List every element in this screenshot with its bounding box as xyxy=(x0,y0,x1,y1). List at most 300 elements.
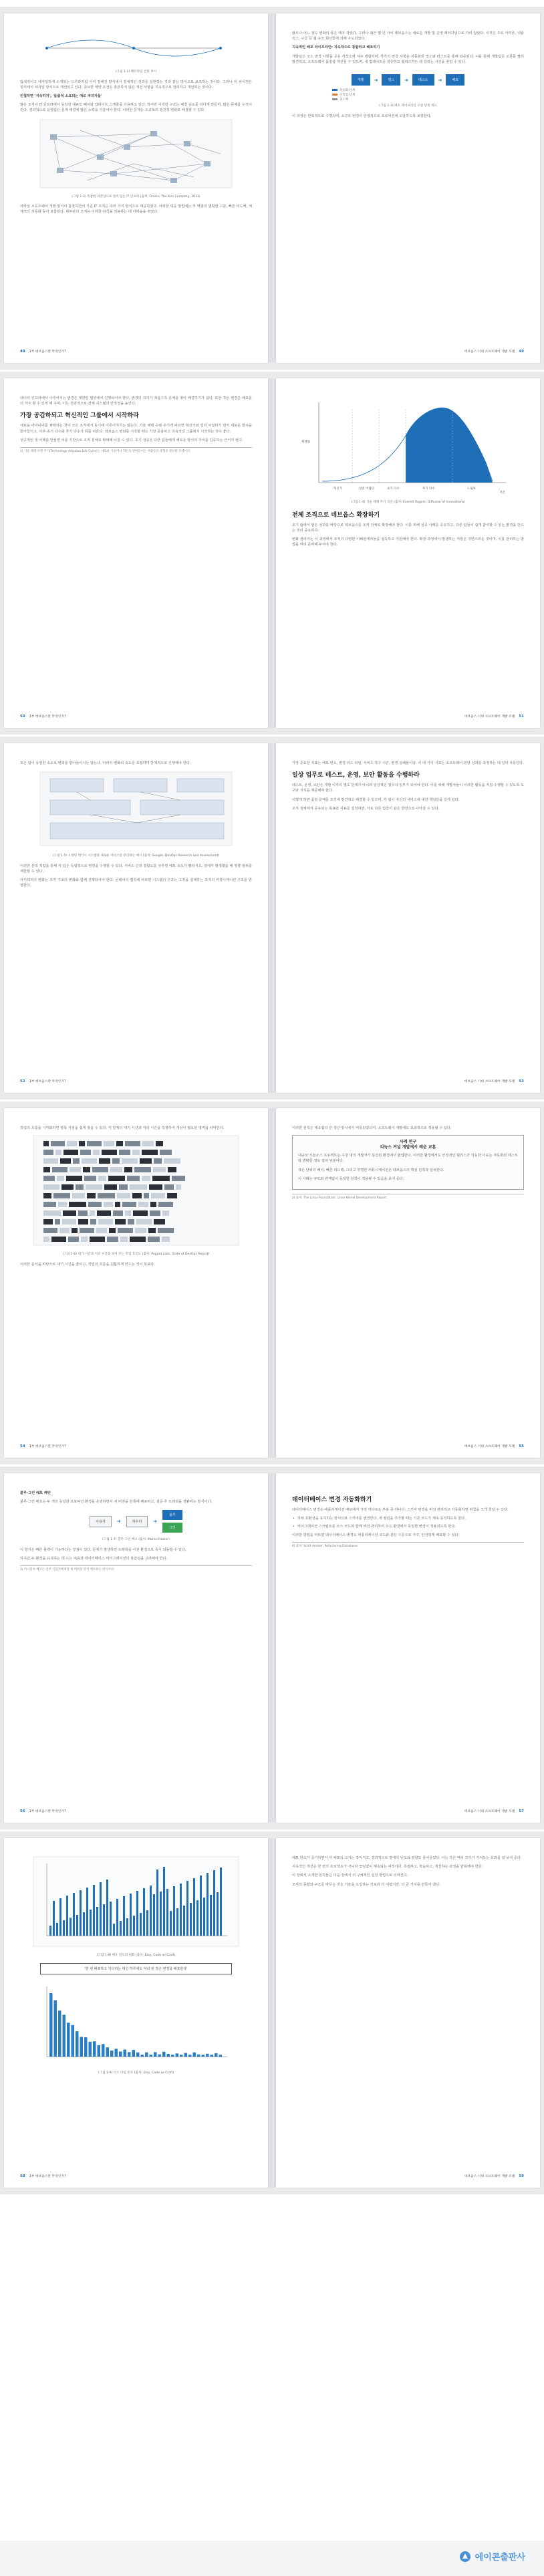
page-footer xyxy=(20,1079,66,1083)
lead-time-bar xyxy=(76,2031,79,2057)
lead-time-bar xyxy=(158,2054,162,2056)
workflow-cell xyxy=(63,1210,76,1216)
workflow-cell xyxy=(167,1193,177,1198)
workflow-cell xyxy=(87,1193,96,1198)
paragraph: 이러한 분리 작업을 통해 각 팀은 독립적으로 변경을 수행할 수 있다. 서비스 간의 결합도를 낮추면 배포 속도가 빨라지고, 장애가 발생했을 때 영향 범위를 제한할 수 있다. xyxy=(20,864,252,874)
paragraph: 테스트, 운영, 보안은 개발 이후의 별도 단계가 아니라 일상적인 업무의 일부가 되어야 한다. 이를 위해 개발자들이 이러한 활동을 직접 수행할 수 있도록 도구와 지식을 제공해야 한다. xyxy=(292,783,524,793)
workflow-cell xyxy=(73,1158,80,1164)
dependency-graph-figure xyxy=(20,117,252,190)
workflow-cell xyxy=(78,1210,88,1216)
lead-time-bar xyxy=(124,2049,127,2057)
workflow-cell xyxy=(176,1184,181,1190)
page-53 xyxy=(276,743,540,1093)
page-51 xyxy=(276,378,540,728)
workflow-cell xyxy=(72,1193,85,1198)
page-56 xyxy=(4,1473,268,1823)
lead-time-chart xyxy=(20,1980,252,2067)
lead-time-bar xyxy=(219,2055,223,2057)
segment-label: 느림보 xyxy=(467,487,477,491)
section-heading: 전체 조직으로 데브옵스 확장하기 xyxy=(292,511,380,519)
frequency-bar xyxy=(73,1893,75,1936)
paragraph: 이 과정은 반복적으로 수행되며, 소규모 변경이 안정적으로 프로덕션에 도달하도록 보장한다. xyxy=(292,114,432,118)
section-heading: 일상 업무로 테스트, 운영, 보안 활동을 수행하라 xyxy=(292,772,420,779)
page-number: 54 xyxy=(20,1444,25,1448)
frequency-bar xyxy=(163,1867,165,1936)
diagram-node: 라우터 xyxy=(126,1516,148,1527)
workflow-cell xyxy=(148,1237,160,1242)
page-footer xyxy=(20,1444,66,1448)
workflow-cell xyxy=(134,1167,151,1172)
frequency-bar xyxy=(190,1903,192,1936)
workflow-cell xyxy=(61,1184,74,1190)
flow-step: 빌드 xyxy=(382,74,400,86)
frequency-bar xyxy=(196,1900,198,1936)
lead-time-bar xyxy=(193,2052,196,2056)
workflow-cell xyxy=(154,1219,165,1225)
page-number: 59 xyxy=(519,2174,524,2178)
frequency-bar xyxy=(56,1923,58,1936)
paragraph: 대규모 오픈소스 프로젝트는 수천 명의 개발자가 분산된 환경에서 협업한다. 이러한 환경에서도 안정적인 릴리스가 가능한 이유는 자동화된 테스트와 명확한 검토 절차 덕분이다. xyxy=(298,1154,518,1164)
frequency-bar xyxy=(83,1912,85,1936)
page-number: 57 xyxy=(519,1809,524,1813)
paragraph: 애자일 소프트웨어 개발 방식이 등장하면서 기존 IT 조직은 여러 가지 방식으로 대응하였다. 이러한 대응 방법에는 각 역할의 명확한 구분, 빠른 피드백, 체계적인 자동화 등이 포함된다. 대부분의 조직은 이러한 원칙을 적용하는 데 어려움을 겪었다. xyxy=(20,205,252,215)
frequency-bar xyxy=(140,1913,142,1936)
segment-label: 초기 다수 xyxy=(387,487,400,491)
section-heading: 가장 공감하되고 혁신적인 그룹에서 시작하라 xyxy=(20,412,139,420)
workflow-cell xyxy=(58,1202,67,1207)
lead-time-bar xyxy=(180,2055,183,2057)
lead-time-bar xyxy=(63,2015,66,2057)
frequency-bar xyxy=(133,1916,135,1936)
lead-time-bar xyxy=(89,2041,92,2056)
workflow-cell xyxy=(127,1176,140,1181)
spread-4 xyxy=(0,1102,544,1464)
running-head: 1부 데브옵스란 무엇인가? xyxy=(29,350,66,354)
publisher-logo xyxy=(459,2550,525,2563)
workflow-cell xyxy=(168,1167,176,1172)
figure-caption: (그림 1-9) 리드 타임 분포 (출처: Etsy, Code as Craft) xyxy=(98,2071,174,2075)
page-58 xyxy=(4,1838,268,2188)
frequency-bar xyxy=(210,1895,212,1936)
lead-time-bar xyxy=(162,2051,166,2056)
lead-time-bar xyxy=(54,2000,57,2056)
workflow-cell xyxy=(98,1176,106,1181)
figure-caption: (그림 1-8) 배포 빈도의 변화 (출처: Etsy, Code as Craft) xyxy=(96,1954,176,1957)
frequency-bar xyxy=(143,1888,145,1936)
flow-step: 테스트 xyxy=(412,74,434,86)
workflow-cell xyxy=(164,1184,174,1190)
running-head: 1부 데브옵스란 무엇인가? xyxy=(29,1810,66,1813)
lead-time-bar xyxy=(136,2052,140,2056)
paragraph: 초기 팀에서 얻은 성과를 바탕으로 데브옵스를 조직 전체로 확장해야 한다. 이를 위해 성공 사례를 공유하고, 다른 팀들이 쉽게 참여할 수 있는 환경을 만드는 것이 중요하다. xyxy=(292,523,524,533)
workflow-cell xyxy=(90,1210,95,1216)
spread-2 xyxy=(0,372,544,735)
workflow-cell xyxy=(164,1158,180,1164)
frequency-bar xyxy=(86,1888,88,1936)
frequency-bar xyxy=(176,1908,178,1936)
page-footer xyxy=(20,714,66,719)
figure-caption: (그림 1-3) 배포 파이프라인 구성 단계 개요 xyxy=(379,104,437,108)
workflow-cell xyxy=(43,1210,61,1216)
frequency-bar xyxy=(170,1911,172,1936)
frequency-bar xyxy=(136,1891,138,1936)
diagram-node-blue: 블루 xyxy=(162,1510,182,1520)
workflow-cell xyxy=(120,1237,128,1242)
workflow-cell xyxy=(80,1150,91,1155)
paragraph: 탐색적이고 애자일하게 소개되는 드루와처럼 이미 정해진 방식에서 전체적인 성과를 실현하는 것과 같은 방식으로 보조하는 것이다. 그러나 이 차이점은 정식에서 애자일 방식으로 개선되고 있다. 중요한 제약 조건은 충분하지 않은 개선 사항을 지속적으로 정리하고 개선하는 것이다. xyxy=(20,80,252,90)
workflow-cell xyxy=(43,1150,53,1155)
frequency-bar xyxy=(93,1885,95,1936)
paragraph: 지속적인 개선은 한 번의 프로젝트가 아니라 끊임없이 계속되는 여정이다. 측정하고, 학습하고, 개선하는 과정을 반복해야 한다. xyxy=(292,1865,483,1870)
lead-time-bar xyxy=(184,2053,188,2057)
workflow-cell xyxy=(67,1141,77,1146)
workflow-cell xyxy=(92,1167,108,1172)
page-number: 51 xyxy=(519,714,524,719)
page-number: 56 xyxy=(20,1809,25,1813)
workflow-cell xyxy=(43,1228,57,1233)
footnote: 2) 출처: The Linux Foundation, Linux Kernel Development Report xyxy=(292,1194,524,1200)
lead-time-bar xyxy=(115,2049,118,2057)
workflow-cell xyxy=(148,1228,156,1233)
frequency-bar xyxy=(66,1896,68,1936)
workflow-cell xyxy=(82,1158,97,1164)
spread-5 xyxy=(0,1466,544,1829)
workflow-cell xyxy=(142,1150,158,1155)
frequency-bar xyxy=(96,1907,98,1936)
workflow-cell xyxy=(79,1141,85,1146)
paragraph: 많은 조직이 IT 인프라에서 동일한 대규모 패치와 업데이트 스케줄을 사용하고 있다. 하지만 이러한 구조는 해결 속도를 더디게 만들며, 많은 문제를 누적시킨다. 결과적으로 운영팀은 문제 해결에 많은 노력을 기울여야 한다. 이러한 문제는 소규모의 점진적 변화로 해결할 수 있다. xyxy=(20,103,252,113)
bullet-item: • 하위 호환성을 유지하는 방식으로 스키마를 변경한다. 새 컬럼을 추가할 때는 기존 코드가 계속 동작하도록 한다. xyxy=(292,1516,524,1521)
workflow-cell xyxy=(55,1219,60,1225)
workflow-cell xyxy=(119,1184,128,1190)
workflow-cell xyxy=(117,1193,130,1198)
workflow-cell xyxy=(122,1158,138,1164)
figure-caption: (그림 1-6) 대기 시간과 처리 시간을 보여 주는 작업 흐름도 (출처: Puppet Labs, State of DevOps Report) xyxy=(62,1253,210,1257)
adoption-curve-fill xyxy=(406,408,493,483)
legend-label: 자동화 단계 xyxy=(339,89,356,93)
lead-time-bar xyxy=(141,2055,144,2057)
workflow-cell xyxy=(110,1167,122,1172)
frequency-bar xyxy=(49,1926,51,1936)
lead-time-bar xyxy=(84,2037,88,2056)
legend-swatch xyxy=(332,89,337,91)
workflow-cell xyxy=(98,1219,113,1225)
paragraph-title: 민첩하면 '지속하지', '돌출적 소요되는 애로 파괴자들' xyxy=(20,94,102,98)
workflow-cell xyxy=(138,1202,148,1207)
sub-heading: 블루-그린 배포 패턴 xyxy=(20,1491,51,1495)
spread-1 xyxy=(0,7,544,370)
workflow-cell xyxy=(76,1184,84,1190)
frequency-bar xyxy=(220,1867,222,1936)
workflow-cell xyxy=(51,1237,66,1242)
paragraph: 가장 중요한 지표는 배포 빈도, 변경 리드 타임, 서비스 복구 시간, 변경 실패율이다. 이 네 가지 지표는 소프트웨어 전달 성과를 측정하는 데 널리 사용된다. xyxy=(292,761,524,765)
paragraph: 변화 관리자는 이 과정에서 조직의 다양한 이해관계자들을 설득하고 지원해야 한다. 확장 과정에서 발생하는 저항은 자연스러운 것이며, 이를 관리하는 방법을 미리 준비해 두어야 한다. xyxy=(292,537,524,547)
workflow-cell xyxy=(156,1141,163,1146)
segment-label: 얼리 어답터 xyxy=(359,487,375,491)
workflow-cell xyxy=(144,1193,149,1198)
gutter xyxy=(268,1838,276,2188)
workflow-cell xyxy=(115,1219,126,1225)
flow-legend xyxy=(292,88,524,102)
frequency-bar xyxy=(193,1878,195,1936)
workflow-cell xyxy=(80,1228,94,1233)
lead-time-bar xyxy=(58,2010,61,2056)
gutter xyxy=(268,743,276,1093)
frequency-bar xyxy=(153,1894,155,1936)
workflow-cell xyxy=(158,1202,173,1207)
workflow-cell xyxy=(88,1202,102,1207)
workflow-cell xyxy=(112,1158,120,1164)
page-54 xyxy=(4,1108,268,1458)
lead-time-bar xyxy=(206,2053,209,2056)
workflow-cell xyxy=(142,1141,154,1146)
workflow-cell xyxy=(97,1210,111,1216)
footnote: 4) 출처: Scott Ambler, Refactoring Databases xyxy=(292,1542,524,1549)
flow-step: 개발 xyxy=(352,74,370,86)
workflow-cell xyxy=(84,1176,96,1181)
frequency-bar xyxy=(113,1924,115,1936)
architecture-figure xyxy=(20,769,252,850)
running-head: 1부 데브옵스란 무엇인가? xyxy=(29,1445,66,1448)
workflow-cell xyxy=(133,1210,148,1216)
page-footer xyxy=(464,714,524,719)
lead-time-bar xyxy=(150,2054,153,2056)
workflow-cell xyxy=(172,1176,185,1181)
frequency-bar xyxy=(63,1920,65,1936)
lead-time-bar xyxy=(202,2055,205,2057)
running-head: 1부 데브옵스란 무엇인가? xyxy=(29,2175,66,2178)
paragraph: 데이터 인프라에서 이루어지는 변경은 제한된 범위에서 진행되어야 한다. 변경의 크기가 작을수록 문제를 찾아 해결하기가 쉽다. 또한 작은 변경은 배포를 더 자주 할 수 있게 해 주며, 이는 결과적으로 전체 시스템의 안정성을 높인다. xyxy=(20,396,252,406)
workflow-cell xyxy=(118,1228,133,1233)
segment-label: 후기 다수 xyxy=(422,487,435,491)
workflow-cell xyxy=(104,1141,114,1146)
page-footer xyxy=(20,349,66,354)
x-axis-label: 시간 xyxy=(499,491,505,495)
workflow-cell xyxy=(62,1219,76,1225)
frequency-bar xyxy=(156,1870,158,1936)
frequency-bar xyxy=(100,1882,102,1936)
gutter xyxy=(268,1473,276,1823)
page-number: 49 xyxy=(519,349,524,354)
frequency-bar xyxy=(200,1876,202,1936)
figure-caption: (그림 1-2) 복잡한 의존성으로 엉켜 있는 IT 인프라 (출처: Oracle, The Kim Company, 2013) xyxy=(72,195,200,199)
running-head: 데브옵스 시대 소프트웨어 개발 모델 xyxy=(464,2175,515,2178)
frequency-bar xyxy=(183,1906,185,1936)
pipeline-flow xyxy=(292,74,524,86)
paragraph: 이 사례는 규모와 관계없이 동일한 원칙이 적용될 수 있음을 보여 준다. xyxy=(298,1176,404,1181)
legend-label: 피드백 xyxy=(339,98,349,102)
workflow-cell xyxy=(51,1141,65,1146)
workflow-cell xyxy=(66,1176,82,1181)
paragraph: 개발팀은 코드 변경 사항을 공유 저장소에 자주 병합하며, 각각의 변경 사항은 자동화된 빌드와 테스트를 통해 검증된다. 이를 통해 개발팀은 오류를 빨리 발견하고, 소프트웨어 품질을 개선할 수 있으며, 새 업데이트를 검증하고 릴리스하는 데 걸리는 시간을 줄일 수 있다. xyxy=(292,54,524,64)
page-footer xyxy=(20,2174,66,2178)
workflow-cell xyxy=(154,1158,162,1164)
workflow-cell xyxy=(78,1219,88,1225)
frequency-bar xyxy=(110,1902,112,1936)
workflow-cell xyxy=(90,1237,105,1242)
running-head: 데브옵스 시대 소프트웨어 개발 모델 xyxy=(464,1810,515,1813)
paragraph: 이 장에서 소개한 원칙들은 다음 장에서 더 구체적인 실천 방법으로 이어진다. xyxy=(292,1874,408,1878)
publisher-name: 에이콘출판사 xyxy=(474,2553,525,2563)
figure-caption: (그림 1-1) 패러다임 간의 차이 xyxy=(115,70,157,74)
workflow-cell xyxy=(87,1141,102,1146)
workflow-cell xyxy=(104,1202,113,1207)
legend-swatch xyxy=(332,94,337,96)
frequency-bar xyxy=(76,1915,78,1936)
lead-time-bar xyxy=(188,2055,192,2057)
page-number: 52 xyxy=(20,1079,25,1083)
workflow-cell xyxy=(158,1228,174,1233)
workflow-cell xyxy=(43,1193,51,1198)
page-59 xyxy=(276,1838,540,2188)
page-52 xyxy=(4,743,268,1093)
running-head: 데브옵스 시대 소프트웨어 개발 모델 xyxy=(464,1080,515,1083)
workflow-cell xyxy=(151,1193,165,1198)
page-footer xyxy=(464,349,524,354)
lead-time-bar xyxy=(132,2049,136,2056)
legend-label: 수작업 단계 xyxy=(339,94,356,98)
spread-6 xyxy=(0,1831,544,2194)
paragraph: 왔으나 어느 정도 변화의 폭은 매우 작았다. 그러나 최근 몇 년 사이 데브옵스는 새로운 개발 및 운영 패러다임으로 자리 잡았다. 이것은 주로 아마존, 넷플릭스, 구글 등 웹 규모 회사들에 의해 주도되었다. xyxy=(292,31,524,41)
workflow-cell xyxy=(68,1237,79,1242)
segment-label: 혁신가 xyxy=(333,487,343,491)
page-footer xyxy=(20,1809,66,1813)
arrow-icon: ➜ xyxy=(153,1519,158,1525)
paragraph: 이 방식은 빠른 롤백이 가능하다는 장점이 있다. 문제가 발생하면 트래픽을 이전 환경으로 즉시 되돌릴 수 있다. xyxy=(20,1547,186,1552)
workflow-cell xyxy=(43,1167,50,1172)
frequency-bar xyxy=(160,1892,162,1936)
workflow-cell xyxy=(52,1167,67,1172)
paragraph: 조직의 문화와 구조를 바꾸는 것은 기술을 도입하는 것보다 더 어렵지만, 더 큰 가치를 만들어 낸다. xyxy=(292,1882,440,1887)
lead-time-bar xyxy=(98,2045,101,2056)
legend-swatch xyxy=(332,98,337,100)
paragraph: 하지만 두 환경을 유지하는 데 드는 비용과 데이터베이스 마이그레이션의 복잡성을 고려해야 한다. xyxy=(20,1557,168,1561)
case-study-box xyxy=(292,1135,524,1190)
page-number: 48 xyxy=(20,349,25,354)
page-50 xyxy=(4,378,268,728)
blue-green-diagram xyxy=(20,1510,252,1533)
page-48 xyxy=(4,13,268,363)
lead-time-bar xyxy=(67,2023,70,2057)
workflow-cell xyxy=(136,1219,152,1225)
frequency-bar xyxy=(116,1899,118,1936)
frequency-bar xyxy=(53,1901,55,1936)
figure-caption: (그림 1-7) 블루-그린 배포 (출처: Martin Fowler) xyxy=(102,1538,170,1542)
page-49 xyxy=(276,13,540,363)
workflow-cell xyxy=(162,1210,169,1216)
page-footer xyxy=(464,1444,524,1448)
page-57 xyxy=(276,1473,540,1823)
lead-time-bar xyxy=(110,2050,114,2056)
lead-time-bar xyxy=(102,2044,105,2057)
adoption-curve-chart xyxy=(292,396,524,496)
bullet-item: • 마이그레이션 스크립트를 소스 코드와 함께 버전 관리하여 모든 환경에서 동일한 변경이 적용되도록 한다. xyxy=(292,1524,524,1529)
lead-time-bar xyxy=(176,2053,179,2057)
paradigm-figure xyxy=(20,31,252,66)
bottom-band xyxy=(0,2541,544,2576)
workflow-cell xyxy=(142,1176,150,1181)
arrow-icon: ➜ xyxy=(374,77,378,83)
workflow-cell xyxy=(128,1219,134,1225)
workflow-cell xyxy=(57,1176,64,1181)
lead-time-bar xyxy=(93,2041,96,2057)
lead-time-bar xyxy=(154,2052,157,2057)
workflow-cell xyxy=(55,1150,61,1155)
workflow-cell xyxy=(130,1237,146,1242)
gutter xyxy=(268,13,276,363)
paragraph: 이러한 분석을 바탕으로 대기 시간을 줄이고, 작업의 흐름을 원활하게 만드는 것이 목표다. xyxy=(20,1262,155,1267)
frequency-bar xyxy=(146,1910,148,1936)
paragraph: 새로운 아이디어를 채택하는 것이 모든 조직에서 동시에 이루어지지는 않는다. 기술 채택 수명 주기에 따르면 혁신가와 얼리 어답터가 먼저 새로운 방식을 받아들이고, 이후 초기 다수와 후기 다수가 뒤를 따른다. 데브옵스 변화를 시작할 때는 가장 공감하고 의욕적인 그룹에서 시작하는 것이 좋다. xyxy=(20,424,252,434)
frequency-bar xyxy=(207,1873,209,1936)
box-title: 사례 연구 리눅스 커널 개발에서 배운 교훈 xyxy=(380,1140,436,1150)
workflow-cell xyxy=(43,1184,59,1190)
workflow-cell xyxy=(81,1237,88,1242)
frequency-bar xyxy=(103,1904,105,1936)
footnote: 3) 카나리아 배포는 일부 사용자에게만 새 버전을 먼저 배포하는 방식이다. xyxy=(20,1565,252,1572)
frequency-bar xyxy=(80,1890,82,1936)
frequency-bar xyxy=(166,1889,168,1936)
workflow-cell xyxy=(107,1237,118,1242)
workflow-cell xyxy=(115,1202,120,1207)
lead-time-bar xyxy=(119,2051,122,2057)
diagram-node-green: 그린 xyxy=(162,1523,182,1533)
workflow-cell xyxy=(150,1202,156,1207)
workflow-cell xyxy=(113,1210,123,1216)
workflow-cell xyxy=(98,1193,115,1198)
workflow-cell xyxy=(63,1150,78,1155)
page-number: 50 xyxy=(20,714,25,719)
running-head: 데브옵스 시대 소프트웨어 개발 모델 xyxy=(464,350,515,354)
workflow-cell xyxy=(150,1210,160,1216)
workflow-cell xyxy=(153,1167,166,1172)
workflow-cell xyxy=(93,1150,100,1155)
lead-time-bar xyxy=(72,2025,75,2056)
lead-time-bar xyxy=(171,2055,174,2057)
workflow-cell xyxy=(108,1176,125,1181)
workflow-cell xyxy=(43,1176,55,1181)
frequency-bar xyxy=(213,1870,215,1936)
workflow-cell xyxy=(125,1210,131,1216)
frequency-bar xyxy=(126,1918,128,1936)
frequency-bar xyxy=(203,1898,205,1936)
arrow-icon: ➜ xyxy=(438,77,442,83)
workflow-bar-figure xyxy=(20,1134,252,1248)
page-footer xyxy=(464,1809,524,1813)
arrow-icon: ➜ xyxy=(404,77,409,83)
workflow-cell xyxy=(125,1141,140,1146)
deploy-frequency-chart xyxy=(20,1855,252,1949)
page-number: 55 xyxy=(519,1444,524,1448)
lead-time-bar xyxy=(106,2047,110,2057)
figure-caption: (그림 1-5) 오래된 레거시 시스템과 새로운 서비스를 분리하는 예시 (출처: Google, DevOps Research and Assessment) xyxy=(52,854,220,858)
paragraph: 배포 빈도가 증가하면서 각 배포의 크기는 작아지고, 결과적으로 장애의 빈도와 영향도 줄어들었다. 이는 작은 배치 크기가 가져오는 효과를 잘 보여 준다. xyxy=(292,1856,522,1860)
workflow-cell xyxy=(124,1167,132,1172)
frequency-bar xyxy=(180,1884,182,1936)
workflow-cell xyxy=(43,1158,58,1164)
workflow-cell xyxy=(162,1237,170,1242)
running-head: 1부 데브옵스란 무엇인가? xyxy=(29,715,66,719)
lead-time-bars xyxy=(49,1993,222,2057)
running-head: 데브옵스 시대 소프트웨어 개발 모델 xyxy=(464,1445,515,1448)
workflow-cell xyxy=(43,1219,53,1225)
frequency-bar xyxy=(186,1881,188,1936)
workflow-cell xyxy=(70,1167,81,1172)
workflow-cell xyxy=(90,1219,96,1225)
paragraph: 이러한 방법을 따르면 데이터베이스 변경도 애플리케이션 코드와 같은 수준으로 자주, 안전하게 배포할 수 있다. xyxy=(292,1533,460,1537)
paragraph: 이렇게 하면 품질 문제를 조기에 발견하고 해결할 수 있으며, 각 팀이 자신의 서비스에 대한 책임감을 갖게 된다. xyxy=(292,797,460,802)
frequency-bar xyxy=(59,1898,61,1936)
